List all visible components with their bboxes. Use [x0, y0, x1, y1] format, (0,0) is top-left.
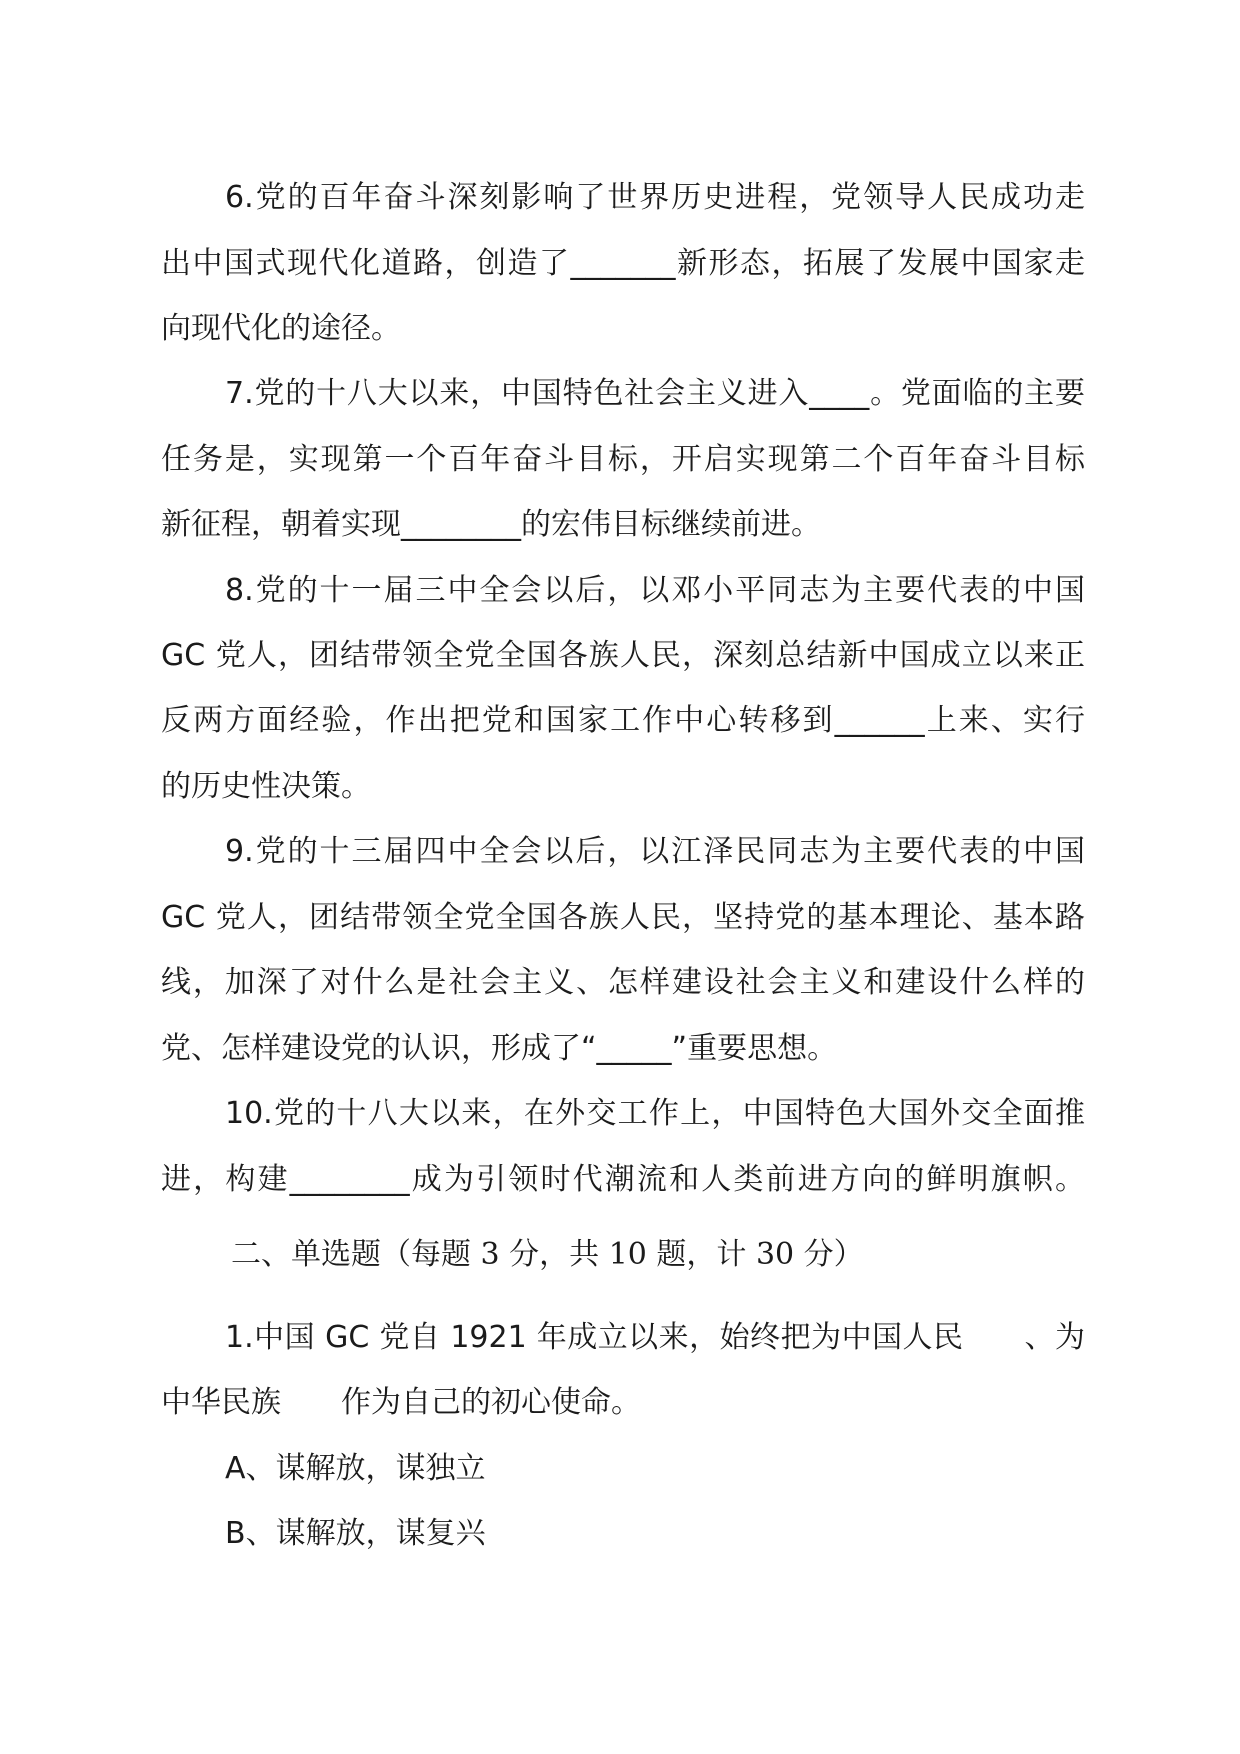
question-stem-line: 1.中国 GC 党自 1921 年成立以来，始终把为中国人民 、为 [225, 1320, 1085, 1355]
section-heading: 二、单选题（每题 3 分，共 10 题，计 30 分） [231, 1237, 864, 1272]
question-stem-line: 中华民族 作为自己的初心使命。 [161, 1385, 641, 1420]
question-line: 任务是，实现第一个百年奋斗目标，开启实现第二个百年奋斗目标 [161, 442, 1085, 477]
question-line: GC 党人，团结带领全党全国各族人民，深刻总结新中国成立以来正 [161, 638, 1085, 673]
question-line: 出中国式现代化道路，创造了_______新形态，拓展了发展中国家走 [161, 246, 1085, 281]
question-line: 党、怎样建设党的认识，形成了“_____”重要思想。 [161, 1031, 838, 1066]
option-b: B、谋解放，谋复兴 [225, 1516, 486, 1551]
question-line: 的历史性决策。 [161, 769, 371, 804]
question-line: 新征程，朝着实现________的宏伟目标继续前进。 [161, 507, 821, 542]
question-line: 向现代化的途径。 [161, 311, 401, 346]
question-line: 线，加深了对什么是社会主义、怎样建设社会主义和建设什么样的 [161, 965, 1085, 1000]
question-line: 10.党的十八大以来，在外交工作上，中国特色大国外交全面推 [225, 1096, 1085, 1131]
question-line: 8.党的十一届三中全会以后，以邓小平同志为主要代表的中国 [225, 573, 1085, 608]
question-line: 6.党的百年奋斗深刻影响了世界历史进程，党领导人民成功走 [225, 180, 1085, 215]
question-line: 9.党的十三届四中全会以后，以江泽民同志为主要代表的中国 [225, 834, 1085, 869]
question-line: 进，构建________成为引领时代潮流和人类前进方向的鲜明旗帜。 [161, 1162, 1085, 1197]
option-a: A、谋解放，谋独立 [225, 1451, 486, 1486]
question-line: GC 党人，团结带领全党全国各族人民，坚持党的基本理论、基本路 [161, 900, 1085, 935]
question-line: 7.党的十八大以来，中国特色社会主义进入____。党面临的主要 [225, 376, 1085, 411]
question-line: 反两方面经验，作出把党和国家工作中心转移到______上来、实行 [161, 703, 1085, 738]
